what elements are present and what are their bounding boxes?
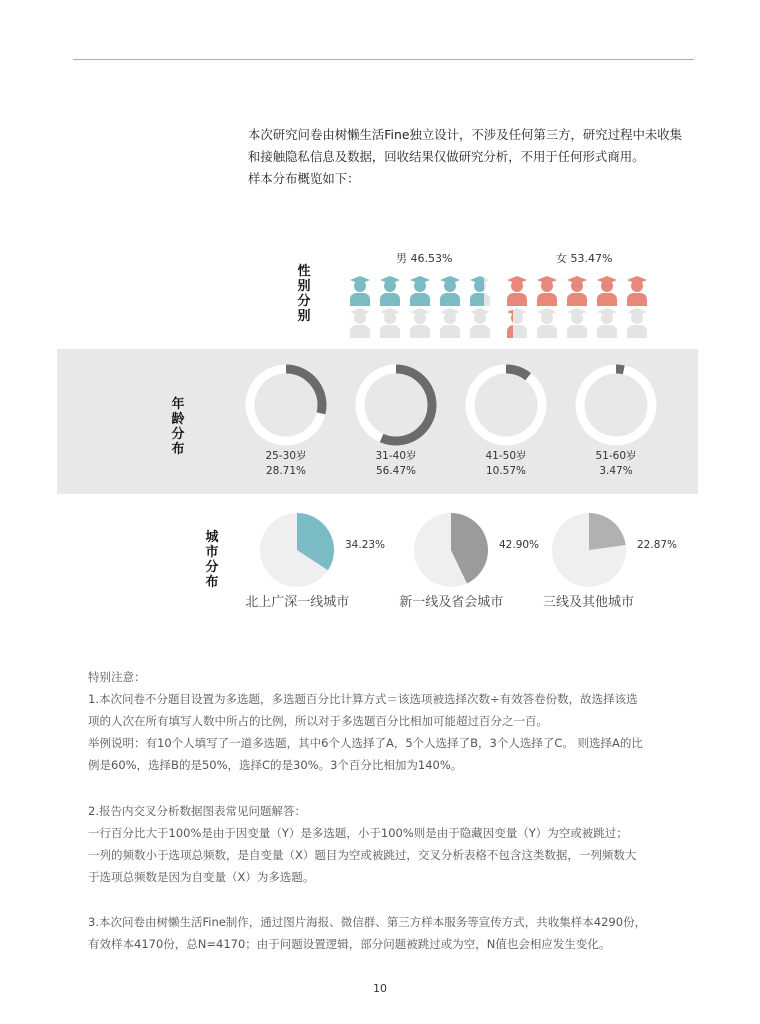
age-percentage: 10.57% [485, 465, 527, 477]
intro-line: 本次研究问卷由树懒生活Fine独立设计，不涉及任何第三方，研究过程中未收集 [248, 127, 683, 142]
female-person-icon [535, 306, 559, 338]
age-section-label: 年 龄 分 布 [171, 397, 185, 457]
female-person-icon [565, 306, 589, 338]
age-percentage: 56.47% [375, 465, 417, 477]
age-donut [574, 363, 658, 447]
female-person-filled-icon [505, 306, 513, 338]
city-percentage: 42.90% [499, 539, 540, 551]
age-group-label [236, 449, 336, 479]
donut-track [580, 369, 652, 441]
male-person-icon [468, 306, 492, 338]
notes-line: 有效样本4170份，总N=4170；由于问题设置逻辑，部分问题被跳过或为空，N值也会相应发生变化。 [88, 937, 611, 951]
notes-line: 于选项总频数是因为自变量（X）为多选题。 [88, 870, 315, 884]
female-percentage: 女 53.47% [556, 252, 613, 265]
age-group-label [566, 449, 666, 479]
age-range: 31-40岁 [375, 450, 417, 462]
notes-block-1 [88, 666, 698, 776]
age-donut [244, 363, 328, 447]
age-donut [354, 363, 438, 447]
intro-line: 样本分布概览如下： [248, 171, 360, 186]
male-percentage: 男 46.53% [396, 252, 453, 265]
intro-line: 和接触隐私信息及数据，回收结果仅做研究分析，不用于任何形式商用。 [248, 149, 645, 164]
female-person-filled-icon [625, 274, 649, 306]
notes-line: 项的人次在所有填写人数中所占的比例，所以对于多选题百分比相加可能超过百分之一百。 [88, 714, 548, 728]
male-person-filled-icon [408, 274, 432, 306]
notes-line: 3.本次问卷由树懒生活Fine制作，通过图片海报、微信群、第三方样本服务等宣传方式，共收集样本4290份， [88, 915, 647, 929]
city-pie [259, 512, 335, 588]
male-person-filled-icon [348, 274, 372, 306]
female-person-filled-icon [535, 274, 559, 306]
city-pie [413, 512, 489, 588]
pie-slice [589, 513, 626, 550]
male-person-filled-icon [378, 274, 402, 306]
donut-track [470, 369, 542, 441]
male-person-icon [438, 306, 462, 338]
female-person-icon [625, 306, 649, 338]
age-group-label [456, 449, 556, 479]
age-range: 41-50岁 [485, 450, 527, 462]
gender-section-label: 性 别 分 别 [297, 264, 311, 324]
age-donut [464, 363, 548, 447]
header-rule [73, 59, 694, 60]
city-pie [551, 512, 627, 588]
notes-line: 一列的频数小于选项总频数，是自变量（X）题目为空或被跳过，交叉分析表格不包含这类数据，一列频数大 [88, 848, 637, 862]
city-percentage: 34.23% [345, 539, 386, 551]
notes-line: 1.本次问卷不分题目设置为多选题，多选题百分比计算方式＝该选项被选择次数÷有效答卷份数，故选择该选 [88, 692, 638, 706]
city-name: 北上广深一线城市 [245, 595, 350, 610]
city-section-label: 城 市 分 布 [205, 530, 219, 590]
city-name: 新一线及省会城市 [399, 595, 504, 610]
age-range: 25-30岁 [265, 450, 307, 462]
female-person-filled-icon [505, 274, 529, 306]
page-number: 10 [373, 982, 387, 995]
age-percentage: 3.47% [599, 465, 633, 477]
notes-line: 例是60%，选择B的是50%，选择C的是30%。3个百分比相加为140%。 [88, 758, 463, 772]
male-person-filled-icon [438, 274, 462, 306]
city-name: 三线及其他城市 [543, 595, 635, 610]
male-person-icon [348, 306, 372, 338]
city-percentage: 22.87% [637, 539, 678, 551]
notes-line: 举例说明：有10个人填写了一道多选题，其中6个人选择了A，5个人选择了B，3个人选择了C。 则选择A的比 [88, 736, 643, 750]
female-person-icon [595, 306, 619, 338]
notes-block-3 [88, 911, 698, 955]
female-person-filled-icon [565, 274, 589, 306]
notes-title: 2.报告内交叉分析数据图表常见问题解答： [88, 804, 306, 818]
male-person-icon [378, 306, 402, 338]
female-person-filled-icon [595, 274, 619, 306]
male-person-icon [408, 306, 432, 338]
intro-text [248, 124, 698, 190]
age-range: 51-60岁 [595, 450, 637, 462]
age-percentage: 28.71% [265, 465, 307, 477]
notes-line: 一行百分比大于100%是由于因变量（Y）是多选题，小于100%则是由于隐藏因变量（Y）为空或被跳过； [88, 826, 628, 840]
notes-block-2 [88, 800, 698, 888]
age-group-label [346, 449, 446, 479]
notes-title: 特别注意： [88, 670, 146, 684]
male-person-filled-icon [468, 274, 484, 306]
